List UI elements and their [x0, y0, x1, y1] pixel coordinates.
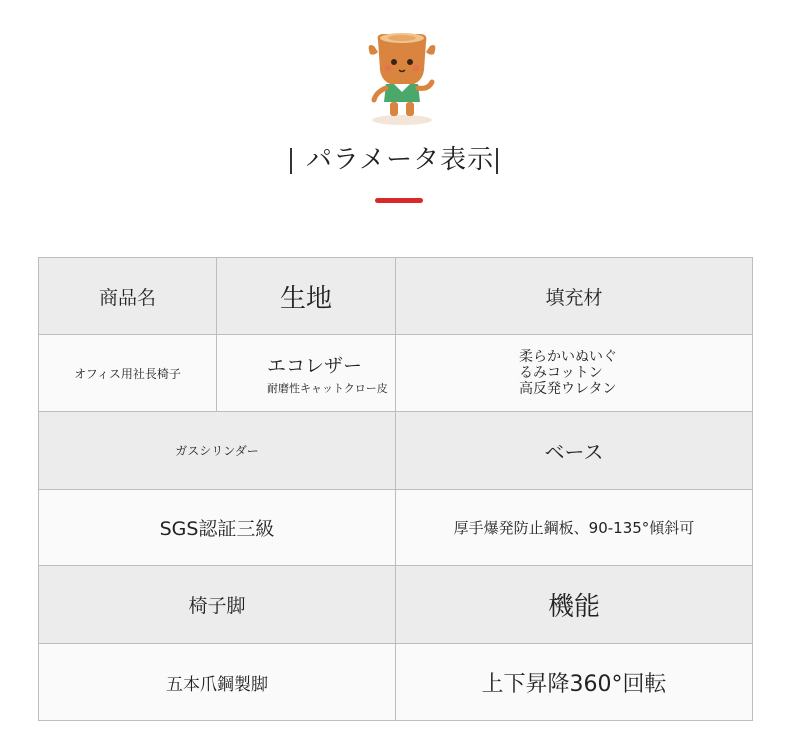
title-left-bar	[290, 148, 292, 174]
cell-gas-cylinder-label: ガスシリンダー	[39, 412, 396, 490]
table-row	[39, 644, 753, 721]
cell-fabric-label: 生地	[217, 258, 396, 335]
cell-filling-label: 填充材	[396, 258, 753, 335]
parameter-table	[38, 257, 753, 721]
filling-text: 柔らかいぬいぐるみコットン 高反発ウレタン	[519, 349, 617, 397]
section-title-text: パラメータ表示	[305, 145, 495, 175]
fabric-sub-text: 耐磨性キャットクロー皮	[267, 381, 388, 395]
cell-chair-legs-label: 椅子脚	[39, 566, 396, 644]
cell-product-name-value: オフィス用社長椅子	[39, 335, 217, 412]
cell-chair-legs-value: 五本爪鋼製脚	[39, 644, 396, 721]
cell-function-value: 上下昇降360°回転	[396, 644, 753, 721]
section-title	[290, 140, 500, 180]
section-header	[0, 140, 790, 180]
title-underline	[375, 198, 423, 203]
table-row	[39, 335, 753, 412]
cell-gas-cylinder-value: SGS認証三級	[39, 490, 396, 566]
table-row	[39, 566, 753, 644]
cell-filling-value	[396, 335, 753, 412]
table-row	[39, 258, 753, 335]
fabric-main-text: エコレザー	[267, 354, 363, 377]
cell-base-value: 厚手爆発防止鋼板、90-135°傾斜可	[396, 490, 753, 566]
title-right-bar	[496, 148, 498, 174]
tree-stump-mascot-icon	[364, 30, 440, 126]
cell-fabric-value	[217, 335, 396, 412]
cell-function-label: 機能	[396, 566, 753, 644]
table-row	[39, 490, 753, 566]
cell-product-name-label: 商品名	[39, 258, 217, 335]
table-row	[39, 412, 753, 490]
cell-base-label: ベース	[396, 412, 753, 490]
